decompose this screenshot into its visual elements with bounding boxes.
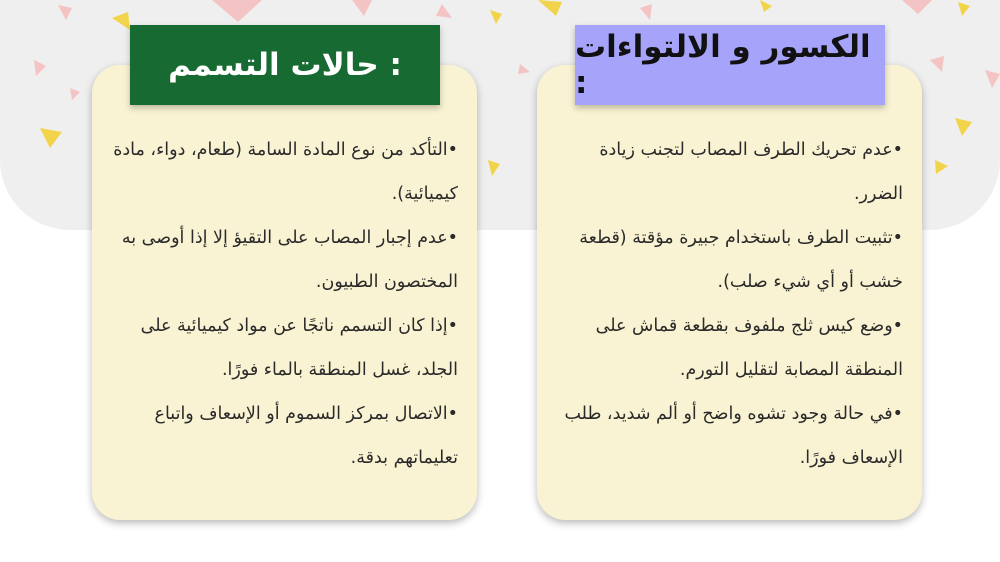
fractures-title: الكسور و الالتواءات : [575, 25, 885, 105]
confetti-piece [436, 4, 452, 18]
confetti-piece [490, 10, 502, 24]
confetti-piece [40, 128, 62, 148]
confetti-piece [935, 160, 948, 174]
list-item: • التأكد من نوع المادة السامة (طعام، دواء، مادة كيميائية). [108, 128, 458, 216]
confetti-piece [518, 64, 530, 74]
list-item: • عدم تحريك الطرف المصاب لتجنب زيادة الضرر. [553, 128, 903, 216]
confetti-piece [640, 4, 652, 20]
confetti-piece [985, 70, 1000, 88]
confetti-piece [212, 0, 262, 22]
confetti-piece [70, 88, 80, 100]
confetti-piece [958, 2, 970, 16]
confetti-piece [352, 0, 372, 16]
fractures-list [553, 128, 903, 480]
confetti-piece [955, 118, 972, 136]
confetti-piece [760, 0, 772, 12]
confetti-piece [902, 0, 932, 14]
confetti-piece [538, 0, 562, 16]
confetti-piece [112, 12, 130, 30]
poisoning-list [108, 128, 458, 480]
list-item: • تثبيت الطرف باستخدام جبيرة مؤقتة (قطعة خشب أو أي شيء صلب). [553, 216, 903, 304]
confetti-piece [488, 160, 500, 176]
list-item: • إذا كان التسمم ناتجًا عن مواد كيميائية على الجلد، غسل المنطقة بالماء فورًا. [108, 304, 458, 392]
list-item: • في حالة وجود تشوه واضح أو ألم شديد، طلب الإسعاف فورًا. [553, 392, 903, 480]
list-item: • عدم إجبار المصاب على التقيؤ إلا إذا أوصى به المختصون الطبيون. [108, 216, 458, 304]
poisoning-title: حالات التسمم : [130, 25, 440, 105]
confetti-piece [930, 56, 944, 72]
confetti-piece [34, 60, 46, 76]
list-item: • وضع كيس ثلج ملفوف بقطعة قماش على المنطقة المصابة لتقليل التورم. [553, 304, 903, 392]
confetti-piece [58, 5, 72, 20]
list-item: • الاتصال بمركز السموم أو الإسعاف واتباع تعليماتهم بدقة. [108, 392, 458, 480]
